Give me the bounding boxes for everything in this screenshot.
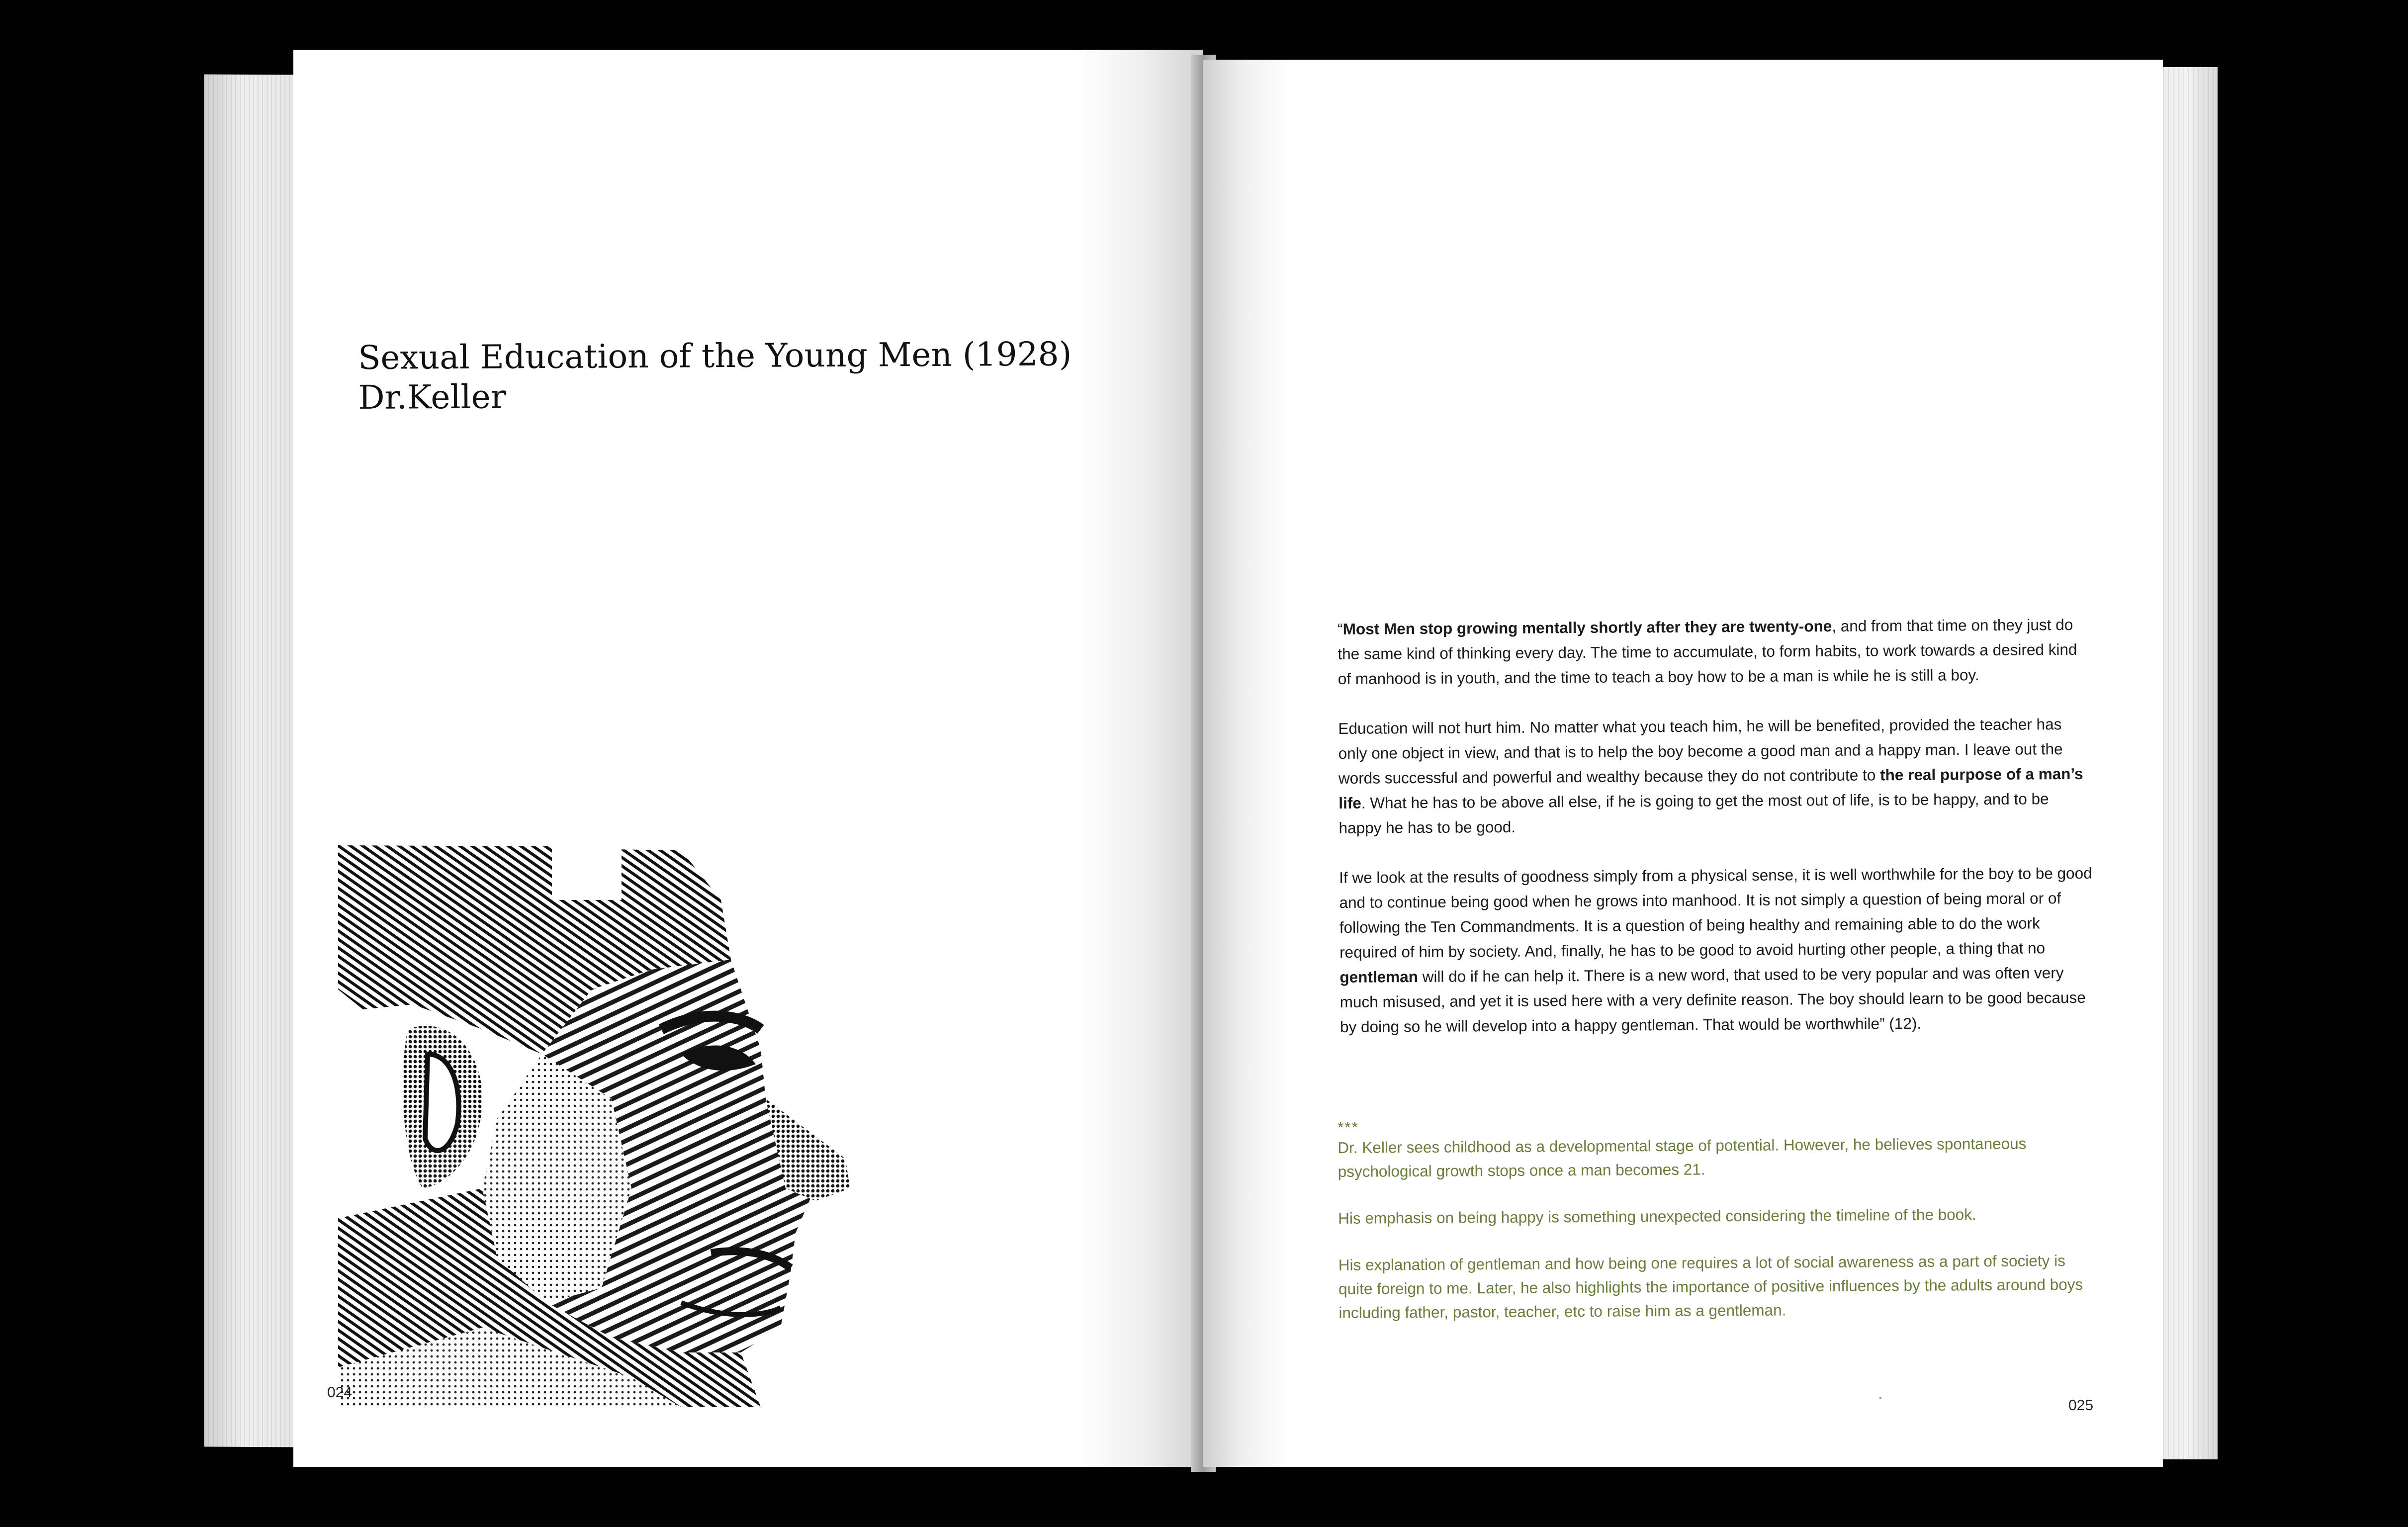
emphasis-text: gentleman [1339,968,1419,986]
emphasis-text: Most Men stop growing mentally shortly after they are twenty-one [1342,617,1832,638]
commentary-note-1: Dr. Keller sees childhood as a developmental stage of potential. However, he believes spontaneous psychological growth stops once a man becomes 21. [1338,1134,2027,1180]
paragraph-text: If we look at the results of goodness simply from a physical sense, it is well worthwhile for the boy to be good and to continue being good when he grows into manhood. It is not simply a question of being moral or of following the Ten Commandments. It is a question of being healthy and remaining able to do the work required of him by society. And, finally, he has to be good to avoid hurting other people, a thing that no [1339,864,2092,961]
paragraph-text: Education will not hurt him. No matter what you teach him, he will be benefited, provided the teacher has only one object in view, and that is to help the boy become a good man and a happy man. I leave out the words successful and powerful and wealthy because they do not contribute to [1338,715,2063,787]
paragraph-text: . What he has to be above all else, if he is going to get the most out of life, is to be happy, and to be happy he has to be good. [1338,790,2049,837]
chapter-title-line-1: Sexual Education of the Young Men (1928) [358,335,1072,377]
emphasis-text: the real purpose of a man’s life [1338,764,2083,812]
quote-paragraph-3 [1339,861,2096,1039]
right-page-number: 025 [2068,1397,2094,1414]
paragraph-text: “ [1338,620,1343,638]
paper-speck [1879,1397,1881,1399]
halftone-portrait-illustration [333,840,890,1412]
left-page-block-edge [204,74,303,1447]
quote-paragraph-1 [1338,612,2094,691]
commentary-note-3: His explanation of gentleman and how being one requires a lot of social awareness as a part of society is quite foreign to me. Later, he also highlights the importance of positive influences by the adults around boys including father, pastor, teacher, etc to raise him as a gentleman. [1338,1252,2083,1322]
paragraph-text: , and from that time on they just do the same kind of thinking every day. The time to accumulate, to form habits, to work towards a desired kind of manhood is in youth, and the time to teach a boy how to be a man is while he is still a boy. [1338,615,2077,688]
right-page [1203,60,2163,1467]
chapter-title [358,334,1104,418]
left-page [293,50,1203,1467]
chapter-title-author: Dr.Keller [358,377,507,417]
quote-paragraph-2 [1338,712,2094,840]
commentary-note-2: His emphasis on being happy is something unexpected considering the timeline of the book. [1338,1205,1976,1227]
quote-body [1338,612,2096,1064]
commentary-notes [1338,1114,2095,1347]
paragraph-text: will do if he can help it. There is a new word, that used to be very popular and was often very much misused, and yet it is used here with a very definite reason. The boy should learn to be good because by doing so he will develop into a happy gentleman. That would be worthwhile” (12). [1339,964,2086,1036]
left-page-number: 024 [327,1384,353,1401]
commentary-separator: *** [1337,1118,1359,1136]
